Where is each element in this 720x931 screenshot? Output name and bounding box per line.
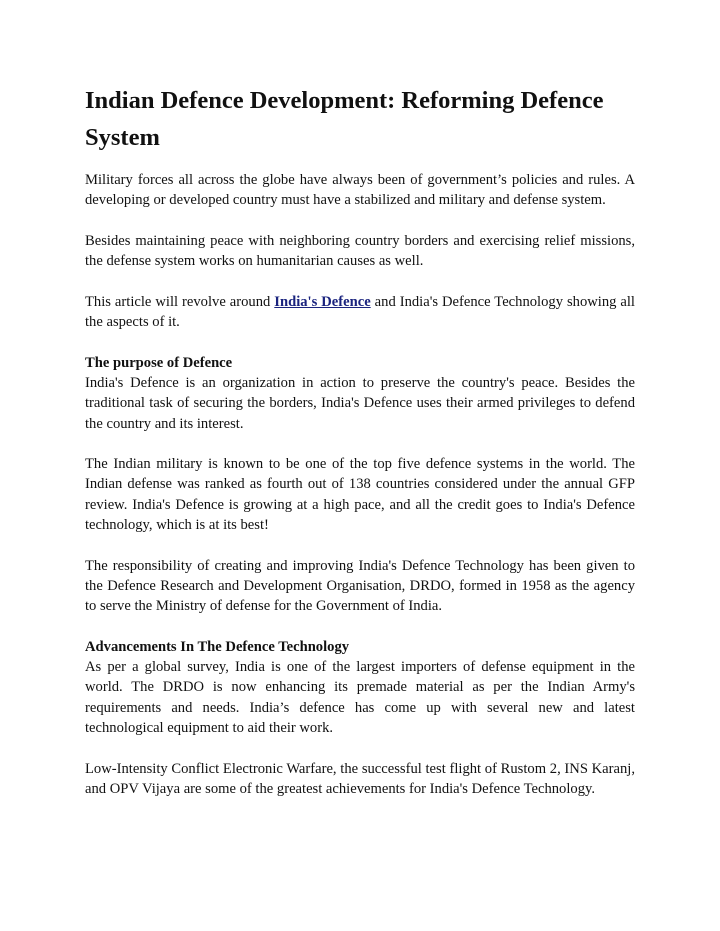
- advancements-paragraph: As per a global survey, India is one of the largest importers of defense equipment in the world. The DRDO is now enhancing its premade material as per the Indian Army's requirements and needs. India’s defence has come up with several new and latest technological equipment to aid their work.: [85, 659, 635, 737]
- article-scope-text-after: and India's Defence Technology showing all the aspects of it.: [85, 293, 635, 331]
- purpose-section: [85, 353, 635, 434]
- drdo-paragraph: The responsibility of creating and improving India's Defence Technology has been given to the Defence Research and Development Organisation, DRDO, formed in 1958 as the agency to serve the Ministry of defense for the Government of India.: [85, 557, 635, 615]
- intro-paragraph: Military forces all across the globe have always been of government’s policies and rules. A developing or developed country must have a stabilized and military and defense system.: [85, 172, 635, 209]
- advancements-heading: Advancements In The Defence Technology: [85, 638, 350, 655]
- indias-defence-link[interactable]: India's Defence: [274, 293, 371, 310]
- document-page: [85, 82, 635, 799]
- document-title: Indian Defence Development: Reforming Defence System: [85, 87, 604, 151]
- achievements-paragraph: Low-Intensity Conflict Electronic Warfare, the successful test flight of Rustom 2, INS Karanj, and OPV Vijaya are some of the greatest achievements for India's Defence Technology.: [85, 760, 635, 797]
- advancements-section: [85, 637, 635, 738]
- purpose-paragraph: India's Defence is an organization in action to preserve the country's peace. Besides the traditional task of securing the borders, India's Defence uses their armed privileges to defend the country and its interest.: [85, 374, 635, 432]
- article-scope-paragraph: [85, 292, 635, 333]
- article-scope-text-before: This article will revolve around: [85, 293, 275, 310]
- peace-paragraph: Besides maintaining peace with neighboring country borders and exercising relief missions, the defense system works on humanitarian causes as well.: [85, 232, 635, 270]
- purpose-heading: The purpose of Defence: [85, 354, 233, 371]
- ranking-paragraph: The Indian military is known to be one of the top five defence systems in the world. The Indian defense was ranked as fourth out of 138 countries considered under the annual GFP review. India's Defence is growing at a high pace, and all the credit goes to India's Defence technology, which is at its best!: [85, 456, 635, 534]
